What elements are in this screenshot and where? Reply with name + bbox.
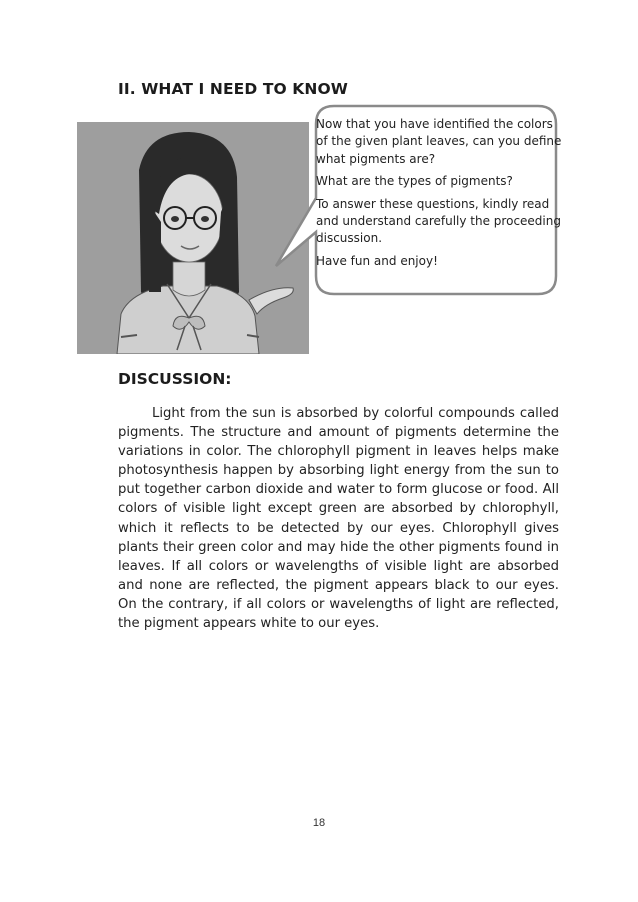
speech-bubble-text [316,116,564,275]
page-number: 18 [312,817,326,829]
discussion-heading: DISCUSSION: [118,370,232,388]
bubble-paragraph: To answer these questions, kindly read and understand carefully the proceeding discussion. [316,196,561,246]
bubble-paragraph: Now that you have identified the colors of the given plant leaves, can you define what pigments are? [316,117,562,166]
bubble-paragraph: What are the types of pigments? [316,174,513,189]
section-heading: II. WHAT I NEED TO KNOW [118,80,348,98]
discussion-body: Light from the sun is absorbed by colorful compounds called pigments. The structure and amount of pigments determine the variations in color. The chlorophyll pigment in leaves helps make photosynthesis happen by absorbing light energy from the sun to put together carbon dioxide and water to form glucose or food. All colors of visible light except green are absorbed by chlorophyll, which it reflects to be detected by our eyes. Chlorophyll gives plants their green color and may hide the other pigments found in leaves. If all colors or wavelengths of visible light are absorbed and none are reflected, the pigment appears black to our eyes. On the contrary, if all colors or wavelengths of light are reflected, the pigment appears white to our eyes. [118,406,559,632]
bubble-paragraph: Have fun and enjoy! [316,253,438,268]
